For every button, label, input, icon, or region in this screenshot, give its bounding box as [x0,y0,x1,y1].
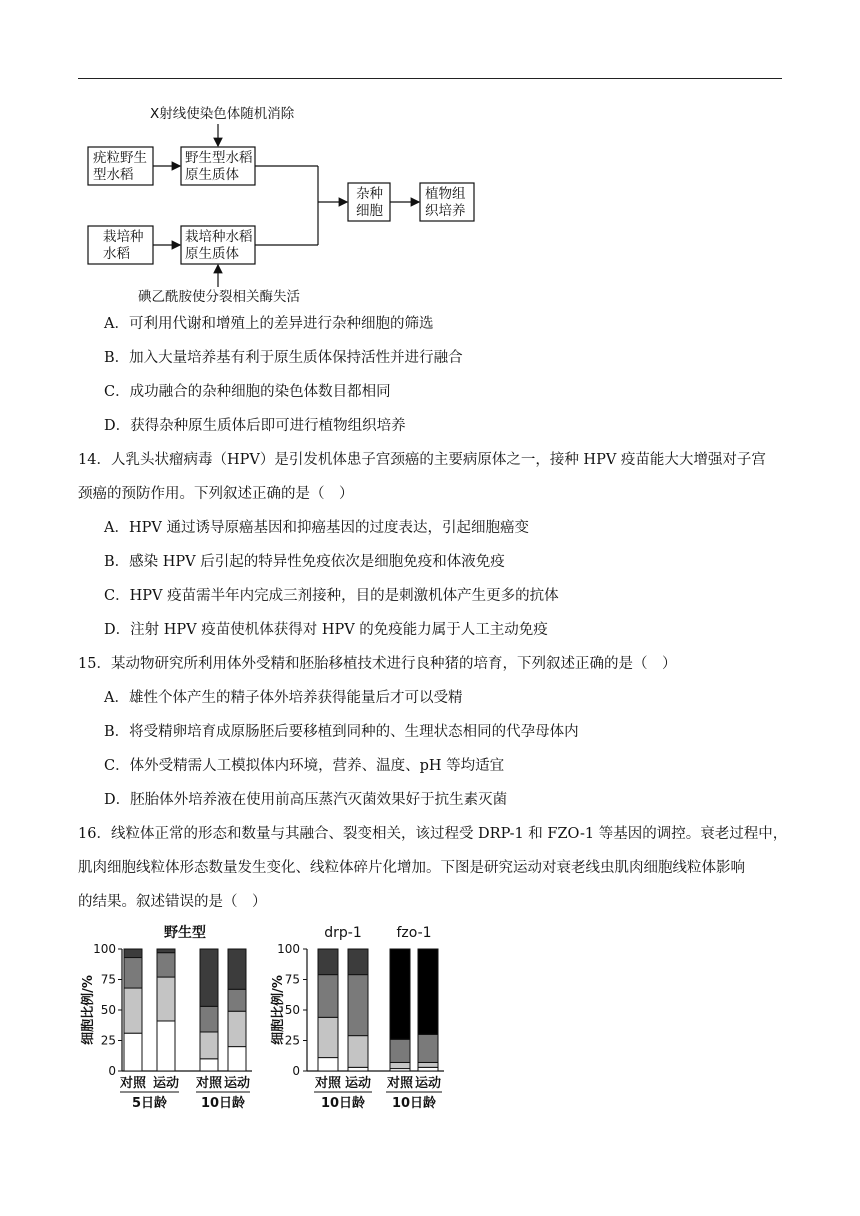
y-tick-label: 25 [100,1033,116,1048]
q14-option-c: C．HPV 疫苗需半年内完成三剂接种，目的是刺激机体产生更多的抗体 [104,588,559,604]
y-tick-label: 75 [100,972,116,987]
bottom-note: 碘乙酰胺使分裂相关酶失活 [138,289,300,305]
q14-stem-line1: 14．人乳头状瘤病毒（HPV）是引发机体患子宫颈癌的主要病原体之一，接种 HPV 疫苗能大大增强对子宫 [78,452,766,468]
q13-option-a: A．可利用代谢和增殖上的差异进行杂种细胞的筛选 [104,316,434,332]
bar-segment [157,1021,175,1071]
svg-text:织培养: 织培养 [425,203,466,219]
category-label: 对照 [314,1076,342,1091]
top-note: X射线使染色体随机消除 [150,106,295,122]
category-label: 运动 [414,1076,442,1091]
svg-text:原生质体: 原生质体 [185,246,239,262]
bar-segment [318,1058,338,1071]
group-label: 5日龄 [131,1096,168,1111]
q15-option-a: A．雄性个体产生的精子体外培养获得能量后才可以受精 [104,690,463,706]
q13-option-d: D．获得杂种原生质体后即可进行植物组织培养 [104,418,406,434]
bar-segment [390,1062,410,1068]
y-axis-label: 细胞比例/% [81,975,96,1045]
y-tick-label: 0 [292,1064,300,1078]
bar-segment [348,949,368,975]
y-tick-label: 50 [100,1003,116,1017]
category-label: 运动 [344,1076,372,1091]
q14-option-a: A．HPV 通过诱导原癌基因和抑癌基因的过度表达，引起细胞癌变 [104,520,529,536]
chart-title-fzo1: fzo-1 [396,925,432,941]
bar-segment [157,949,175,953]
q13-option-c: C．成功融合的杂种细胞的染色体数目都相同 [104,384,391,400]
category-label: 运动 [223,1076,251,1091]
mitochondria-charts [0,915,520,1115]
svg-text:植物组: 植物组 [425,186,466,202]
chart-title-drp1: drp-1 [324,925,362,941]
svg-text:细胞: 细胞 [356,203,383,219]
bar-segment [124,1033,142,1071]
bar-segment [418,949,438,1034]
bar-segment [200,949,218,1006]
bar-segment [124,958,142,989]
y-tick-label: 75 [284,972,300,987]
bar-segment [200,1059,218,1071]
q16-stem-line3: 的结果。叙述错误的是（ ） [78,894,267,910]
category-label: 对照 [195,1076,223,1091]
q15-stem: 15．某动物研究所利用体外受精和胚胎移植技术进行良种猪的培育，下列叙述正确的是（ ） [78,656,677,672]
bar-segment [348,1036,368,1068]
bar-segment [228,989,246,1011]
y-tick-label: 0 [108,1064,116,1078]
svg-text:栽培种水稻: 栽培种水稻 [185,229,253,245]
bar-segment [228,949,246,989]
svg-text:杂种: 杂种 [356,186,383,202]
chart-title: 野生型 [164,925,206,941]
y-tick-label: 100 [93,942,116,956]
q13-option-b: B．加入大量培养基有利于原生质体保持活性并进行融合 [104,350,463,366]
y-axis-label: 细胞比例/% [271,975,286,1045]
category-label: 对照 [386,1076,414,1091]
bar-segment [318,949,338,975]
group-label: 10日龄 [200,1096,246,1111]
q16-stem-line2: 肌肉细胞线粒体形态数量发生变化、线粒体碎片化增加。下图是研究运动对衰老线虫肌肉细胞线粒体影响 [78,860,745,876]
group-label: 10日龄 [391,1096,437,1111]
svg-text:野生型水稻: 野生型水稻 [185,150,253,166]
bar-segment [418,1034,438,1062]
q14-option-b: B．感染 HPV 后引起的特异性免疫依次是细胞免疫和体液免疫 [104,554,505,570]
q15-option-c: C．体外受精需人工模拟体内环境，营养、温度、pH 等均适宜 [104,758,505,774]
q15-option-d: D．胚胎体外培养液在使用前高压蒸汽灭菌效果好于抗生素灭菌 [104,792,508,808]
group-label: 10日龄 [320,1096,366,1111]
category-label: 运动 [152,1076,180,1091]
bar-segment [318,975,338,1018]
q16-stem-line1: 16．线粒体正常的形态和数量与其融合、裂变相关，该过程受 DRP-1 和 FZO-1 等基因的调控。衰老过程中， [78,826,788,842]
q14-stem-line2: 颈癌的预防作用。下列叙述正确的是（ ） [78,486,354,502]
bar-segment [157,953,175,977]
q15-option-b: B．将受精卵培育成原肠胚后要移植到同种的、生理状态相同的代孕母体内 [104,724,579,740]
svg-text:水稻: 水稻 [103,246,130,262]
bar-segment [390,949,410,1039]
bar-segment [157,977,175,1021]
bar-segment [200,1032,218,1059]
bar-segment [418,1062,438,1067]
svg-text:原生质体: 原生质体 [185,167,239,183]
q14-option-d: D．注射 HPV 疫苗使机体获得对 HPV 的免疫能力属于人工主动免疫 [104,622,548,638]
y-tick-label: 50 [284,1003,300,1017]
bar-segment [348,1067,368,1071]
bar-segment [228,1011,246,1046]
bar-segment [348,975,368,1036]
bar-segment [200,1006,218,1032]
bar-segment [418,1067,438,1071]
bar-segment [228,1047,246,1071]
svg-text:疣粒野生: 疣粒野生 [93,150,147,166]
bar-segment [318,1017,338,1057]
bar-segment [124,949,142,958]
bar-segment [390,1039,410,1062]
fusion-flow-diagram [0,0,860,310]
svg-text:型水稻: 型水稻 [93,167,134,183]
y-tick-label: 25 [284,1033,300,1048]
y-tick-label: 100 [277,942,300,956]
svg-text:栽培种: 栽培种 [103,229,144,245]
category-label: 对照 [119,1076,147,1091]
bar-segment [124,988,142,1033]
